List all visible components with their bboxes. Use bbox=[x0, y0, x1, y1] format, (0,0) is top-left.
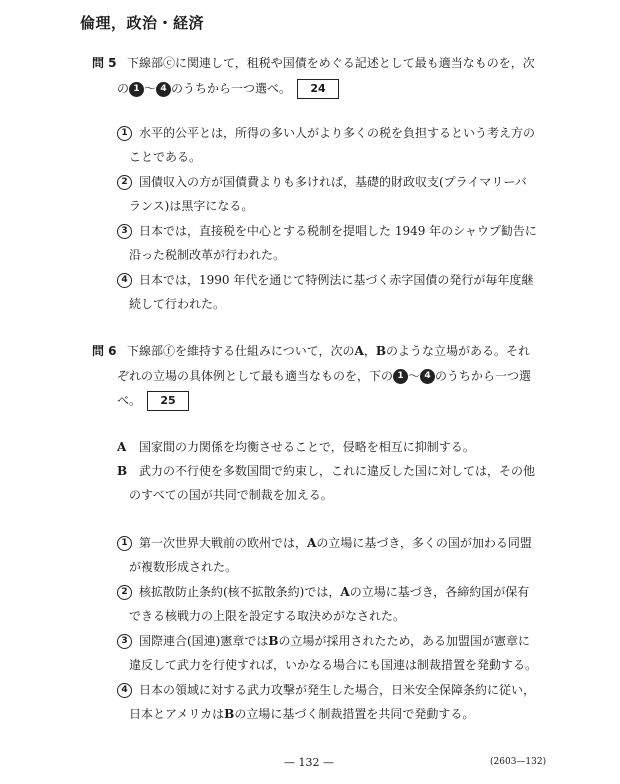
position-a-ref: A bbox=[354, 344, 364, 358]
option-number-1: 1 bbox=[117, 536, 132, 551]
q6-option-2-line1 bbox=[139, 583, 529, 601]
page-code: (2603—132) bbox=[490, 757, 547, 767]
section-header: 倫理，政治・経済 bbox=[80, 14, 205, 32]
range-start-number: 1 bbox=[129, 82, 144, 97]
position-ref: B bbox=[224, 707, 235, 721]
stem-text: べ。 bbox=[117, 393, 142, 408]
question-6-stem-line1 bbox=[127, 342, 530, 360]
option-text: 国際連合(国連)憲章では bbox=[139, 634, 269, 648]
q6-option-4-line2 bbox=[129, 705, 474, 723]
option-number-4: 4 bbox=[117, 683, 132, 698]
range-start-number: 1 bbox=[393, 369, 408, 384]
position-b-text-line1: 武力の不行使を多数国間で約束し，これに違反した国に対しては，その他 bbox=[139, 464, 536, 478]
position-a-label: A bbox=[117, 440, 127, 454]
page-number: — 132 — bbox=[284, 756, 334, 769]
option-number-4: 4 bbox=[117, 273, 132, 288]
position-a-text: 国家間の力関係を均衡させることで，侵略を相互に抑制する。 bbox=[139, 440, 475, 454]
option-text: 日本とアメリカは bbox=[129, 707, 225, 721]
q5-option-2-line2: ランス)は黒字になる。 bbox=[129, 199, 254, 213]
position-b-label: B bbox=[117, 464, 128, 478]
question-6-label: 問 6 bbox=[92, 344, 117, 358]
option-number-3: 3 bbox=[117, 224, 132, 239]
option-text: の立場が採用されたため，ある加盟国が憲章に bbox=[278, 634, 531, 648]
range-end-number: 4 bbox=[156, 82, 171, 97]
option-text: の立場に基づき，多くの国が加わる同盟 bbox=[316, 536, 532, 550]
q5-option-4-line2: 続して行われた。 bbox=[129, 297, 226, 311]
question-6-stem-line3 bbox=[117, 391, 189, 411]
q5-option-3-line1: 日本では，直接税を中心とする税制を提唱した 1949 年のシャウプ勧告に bbox=[139, 224, 537, 238]
question-5-label: 問 5 bbox=[92, 56, 117, 70]
q6-option-3-line1 bbox=[139, 632, 530, 650]
question-5-stem-line2 bbox=[117, 79, 339, 99]
answer-box-25: 25 bbox=[147, 391, 189, 411]
q5-option-3-line2: 沿った税制改革が行われた。 bbox=[129, 248, 286, 262]
option-number-1: 1 bbox=[117, 126, 132, 141]
option-number-3: 3 bbox=[117, 634, 132, 649]
position-b-text-line2: のすべての国が共同で制裁を加える。 bbox=[129, 488, 333, 502]
position-ref: A bbox=[340, 585, 350, 599]
q6-option-1-line1 bbox=[139, 534, 532, 552]
answer-box-24: 24 bbox=[297, 79, 339, 99]
option-number-2: 2 bbox=[117, 585, 132, 600]
position-b-ref: B bbox=[375, 344, 387, 358]
option-text: 第一次世界大戦前の欧州では， bbox=[139, 536, 308, 550]
q5-option-4-line1: 日本では，1990 年代を通じて特例法に基づく赤字国債の発行が毎年度継 bbox=[139, 273, 534, 287]
position-ref: B bbox=[268, 634, 279, 648]
question-6-stem-line2 bbox=[117, 367, 531, 385]
option-text: の立場に基づき，各締約国が保有 bbox=[349, 585, 530, 599]
range-separator: 〜 bbox=[144, 81, 157, 96]
q5-option-1-line1: 水平的公平とは，所得の多い人がより多くの税を負担するという考え方の bbox=[139, 126, 536, 140]
q5-option-2-line1: 国債収入の方が国債費よりも多ければ，基礎的財政収支(プライマリーバ bbox=[139, 175, 527, 189]
range-separator: 〜 bbox=[408, 369, 421, 383]
stem-text: のうちから一つ選 bbox=[435, 369, 532, 383]
stem-text: 下線部ⓕを維持する仕組みについて，次の bbox=[127, 344, 355, 358]
option-text: 核拡散防止条約(核不拡散条約)では， bbox=[139, 585, 341, 599]
position-ref: A bbox=[307, 536, 317, 550]
question-5-stem-line1: 下線部ⓒに関連して，租税や国債をめぐる記述として最も適当なものを，次 bbox=[127, 56, 535, 70]
stem-text: ぞれの立場の具体例として最も適当なものを，下の bbox=[117, 369, 394, 383]
q6-option-3-line2: 違反して武力を行使すれば，いかなる場合にも国連は制裁措置を発動する。 bbox=[129, 658, 538, 672]
q6-option-1-line2: が複数形成された。 bbox=[129, 560, 238, 574]
q6-option-2-line2: できる核戦力の上限を設定する取決めがなされた。 bbox=[129, 609, 406, 623]
q6-option-4-line1: 日本の領域に対する武力攻撃が発生した場合，日米安全保障条約に従い， bbox=[139, 683, 536, 697]
range-end-number: 4 bbox=[420, 369, 435, 384]
option-text: の立場に基づく制裁措置を共同で発動する。 bbox=[234, 707, 475, 721]
option-number-2: 2 bbox=[117, 175, 132, 190]
stem-text: のような立場がある。それ bbox=[386, 344, 531, 358]
stem-comma: ， bbox=[363, 344, 376, 358]
stem-text: のうちから一つ選べ。 bbox=[171, 81, 292, 96]
stem-text: の bbox=[117, 81, 130, 96]
q5-option-1-line2: ことである。 bbox=[129, 150, 202, 164]
